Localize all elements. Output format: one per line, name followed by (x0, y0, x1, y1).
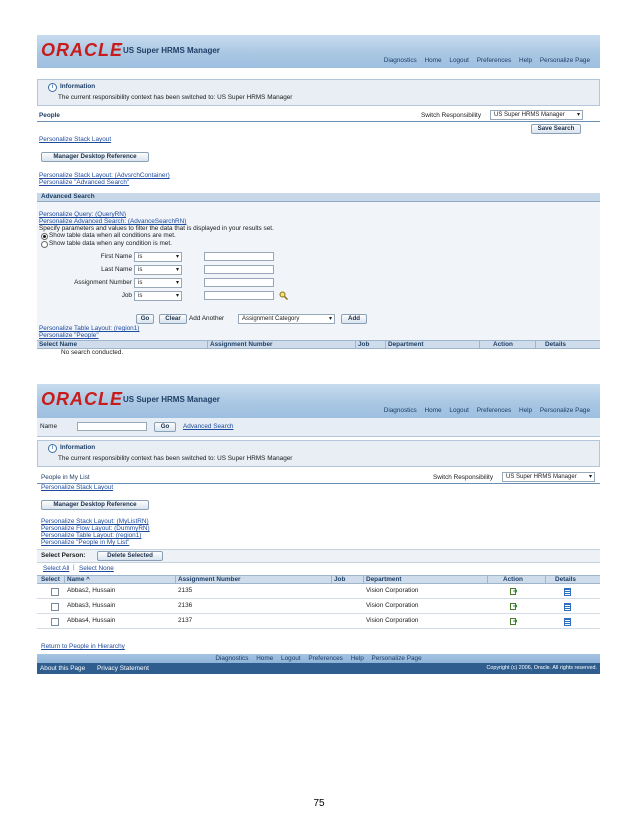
last-name-input[interactable] (204, 265, 274, 274)
criteria-op-job[interactable]: is ▾ (134, 291, 182, 301)
row-department: Vision Corporation (366, 602, 419, 609)
add-button[interactable]: Add (341, 314, 367, 324)
app-title: ® US Super HRMS Manager (123, 46, 220, 55)
switch-responsibility-select[interactable]: US Super HRMS Manager ▾ (502, 472, 595, 482)
information-message (37, 440, 600, 467)
footer-link-logout[interactable]: Logout (281, 655, 301, 662)
footer-link-home[interactable]: Home (256, 655, 274, 662)
radio-any-condition[interactable] (41, 241, 48, 248)
personalize-people-in-my-list-link[interactable]: Personalize "People in My List" (41, 539, 130, 546)
global-links (378, 407, 590, 414)
quick-search-go-button[interactable]: Go (154, 422, 176, 432)
col-action: Action (493, 341, 513, 348)
section-title: People (39, 112, 60, 119)
details-icon[interactable] (564, 588, 571, 596)
action-icon[interactable] (510, 588, 517, 595)
row-department: Vision Corporation (366, 617, 419, 624)
row-assignment-number: 2136 (178, 602, 193, 609)
col-assignment-number[interactable]: Assignment Number (210, 341, 273, 348)
personalize-advsrch-link[interactable]: Personalize Stack Layout: (AdvsrchContainer) (39, 172, 170, 179)
delete-selected-button[interactable]: Delete Selected (97, 551, 163, 561)
no-search-message: No search conducted. (61, 349, 124, 356)
global-link-personalize-page[interactable]: Personalize Page (539, 57, 590, 64)
col-assignment-number[interactable]: Assignment Number (178, 576, 241, 583)
footer-link-help[interactable]: Help (350, 655, 364, 662)
page-number: 75 (313, 798, 325, 809)
row-name: Abbas4, Hussain (67, 617, 116, 624)
about-this-page-link[interactable]: About this Page (40, 665, 86, 672)
global-link-preferences[interactable]: Preferences (476, 57, 512, 64)
select-none-link[interactable]: Select None (79, 565, 114, 572)
manager-desktop-reference-button[interactable]: Manager Desktop Reference (41, 500, 149, 510)
go-button[interactable]: Go (136, 314, 154, 324)
details-icon[interactable] (564, 603, 571, 611)
footer-link-diagnostics[interactable]: Diagnostics (215, 655, 249, 662)
global-link-diagnostics[interactable]: Diagnostics (383, 407, 417, 414)
screenshot-advanced-search (37, 35, 600, 356)
save-search-button[interactable]: Save Search (531, 124, 581, 134)
switch-responsibility-label: Switch Responsibility (433, 474, 494, 481)
info-icon: i (48, 83, 57, 92)
criteria-label-last-name: Last Name (101, 266, 132, 273)
quick-search-bar (37, 418, 600, 437)
copyright-text: Copyright (c) 2006, Oracle. All rights reserved. (486, 665, 597, 671)
info-text: The current responsibility context has been switched to: US Super HRMS Manager (58, 455, 293, 462)
search-icon[interactable] (279, 291, 288, 300)
advanced-search-header: Advanced Search (37, 193, 600, 202)
personalize-stack-layout-link[interactable]: Personalize Stack Layout (39, 136, 112, 143)
oracle-logo: ORACLE (41, 389, 123, 409)
global-link-help[interactable]: Help (518, 407, 533, 414)
select-person-label: Select Person: (41, 552, 86, 559)
action-icon[interactable] (510, 618, 517, 625)
action-icon[interactable] (510, 603, 517, 610)
add-another-label: Add Another (189, 315, 225, 322)
branding-bar (37, 35, 600, 68)
col-job[interactable]: Job (334, 576, 346, 583)
quick-search-label: Name (40, 423, 58, 430)
personalize-query-link[interactable]: Personalize Query: (QueryRN) (39, 211, 127, 218)
col-name-sorted[interactable]: Name ^ (67, 576, 90, 583)
global-link-help[interactable]: Help (518, 57, 533, 64)
col-details: Details (555, 576, 576, 583)
table-row (37, 599, 600, 614)
privacy-statement-link[interactable]: Privacy Statement (97, 665, 149, 672)
row-name: Abbas3, Hussain (67, 602, 116, 609)
personalize-flow-link[interactable]: Personalize Flow Layout: (DummyRN) (41, 525, 150, 532)
select-all-link[interactable]: Select All (43, 565, 70, 572)
radio-any-label: Show table data when any condition is met. (49, 240, 172, 247)
advanced-search-link[interactable]: Advanced Search (183, 423, 234, 430)
col-details: Details (545, 341, 566, 348)
info-title: Information (60, 83, 96, 90)
oracle-logo: ORACLE (41, 40, 123, 60)
footer-link-preferences[interactable]: Preferences (308, 655, 343, 662)
col-action: Action (503, 576, 523, 583)
info-text: The current responsibility context has been switched to: US Super HRMS Manager (58, 94, 293, 101)
branding-bar (37, 384, 600, 418)
job-input[interactable] (204, 291, 274, 300)
switch-responsibility-select[interactable]: US Super HRMS Manager ▾ (490, 110, 583, 120)
info-title: Information (60, 444, 96, 451)
criteria-op-first-name[interactable]: is ▾ (134, 252, 182, 262)
row-checkbox[interactable] (51, 588, 59, 596)
radio-all-conditions[interactable] (41, 233, 48, 240)
criteria-label-assignment-number: Assignment Number (74, 279, 132, 286)
section-title: People in My List (41, 474, 90, 481)
radio-all-label: Show table data when all conditions are met. (49, 232, 176, 239)
col-select-name[interactable]: Select Name (39, 341, 78, 348)
manager-desktop-reference-button[interactable]: Manager Desktop Reference (41, 152, 149, 162)
personalize-advanced-search-link[interactable]: Personalize "Advanced Search" (39, 179, 130, 186)
add-another-select[interactable]: Assignment Category ▾ (238, 314, 335, 324)
clear-button[interactable]: Clear (159, 314, 187, 324)
personalize-table-layout-link[interactable]: Personalize Table Layout: (region1) (39, 325, 140, 332)
footer-link-personalize-page[interactable]: Personalize Page (371, 655, 422, 662)
personalize-adv-search-rn-link[interactable]: Personalize Advanced Search: (AdvanceSearchRN) (39, 218, 187, 225)
criteria-op-assignment-number[interactable]: is ▾ (134, 278, 182, 288)
global-link-home[interactable]: Home (424, 407, 442, 414)
screenshot-people-in-my-list: ORACLE ® US Super HRMS Manager Diagnostics Home Logout Preferences Help Personalize Page Name Go Advanced Search i Information The current responsibility context has been switched to: US Super HRMS Manager People in My List Switch Responsibility US Super HRMS Manager ▾ Personalize Stack Layout Manager Desktop Reference Personalize Stack Layout: (MyListRN) Personalize Flow Layout: (DummyRN) Personalize Table Layout: (region1) Personalize "People in My List" Select Person: Delete Selected Select All | Select None Select Name ^ Assignment Number Job Department Action Details Abbas2, Hussain 2135 Vision Corporation Abbas3, Hussain 2136 Vision Corporation Abbas4, Hussain 2137 Vision Corporation Return to People in Hierarchy Diagnostics Home Logout Preferences Help Personalize Page About this Page Privacy Statement Copyright (c) 2006, Oracle. All rights reserved. (37, 384, 600, 680)
col-job: Job (358, 341, 370, 348)
criteria-op-last-name[interactable]: is ▾ (134, 265, 182, 275)
results-table-header (37, 340, 600, 349)
quick-search-input[interactable] (77, 422, 147, 431)
table-row (37, 614, 600, 629)
details-icon[interactable] (564, 618, 571, 626)
row-name: Abbas2, Hussain (67, 587, 116, 594)
col-department[interactable]: Department (388, 341, 424, 348)
criteria-label-job: Job (121, 292, 132, 299)
global-link-home[interactable]: Home (424, 57, 442, 64)
global-link-logout[interactable]: Logout (449, 57, 469, 64)
col-select: Select (41, 576, 60, 583)
table-row (37, 349, 600, 356)
global-link-preferences[interactable]: Preferences (476, 407, 512, 414)
info-icon: i (48, 444, 57, 453)
table-row (37, 584, 600, 599)
personalize-mylist-link[interactable]: Personalize Stack Layout: (MyListRN) (41, 518, 149, 525)
global-links (378, 57, 590, 64)
selection-toolbar (37, 549, 600, 563)
row-assignment-number: 2137 (178, 617, 193, 624)
app-title: ® US Super HRMS Manager (123, 395, 220, 404)
assignment-number-input[interactable] (204, 278, 274, 287)
footer-links (37, 654, 600, 663)
global-link-personalize-page[interactable]: Personalize Page (539, 407, 590, 414)
footer-bar (37, 663, 600, 674)
personalize-people-link[interactable]: Personalize "People" (39, 332, 99, 339)
global-link-diagnostics[interactable]: Diagnostics (383, 57, 417, 64)
criteria-label-first-name: First Name (100, 253, 132, 260)
row-checkbox[interactable] (51, 603, 59, 611)
return-to-people-in-hierarchy-link[interactable]: Return to People in Hierarchy (41, 643, 125, 650)
global-link-logout[interactable]: Logout (449, 407, 469, 414)
people-table-header (37, 575, 600, 584)
row-checkbox[interactable] (51, 618, 59, 626)
col-department[interactable]: Department (366, 576, 402, 583)
specify-parameters-text: Specify parameters and values to filter the data that is displayed in your results set. (39, 225, 274, 232)
row-assignment-number: 2135 (178, 587, 193, 594)
information-message (37, 79, 600, 106)
first-name-input[interactable] (204, 252, 274, 261)
row-department: Vision Corporation (366, 587, 419, 594)
switch-responsibility-label: Switch Responsibility (421, 112, 482, 119)
personalize-stack-layout-link[interactable]: Personalize Stack Layout (41, 484, 114, 491)
personalize-table-layout-link[interactable]: Personalize Table Layout: (region1) (41, 532, 142, 539)
